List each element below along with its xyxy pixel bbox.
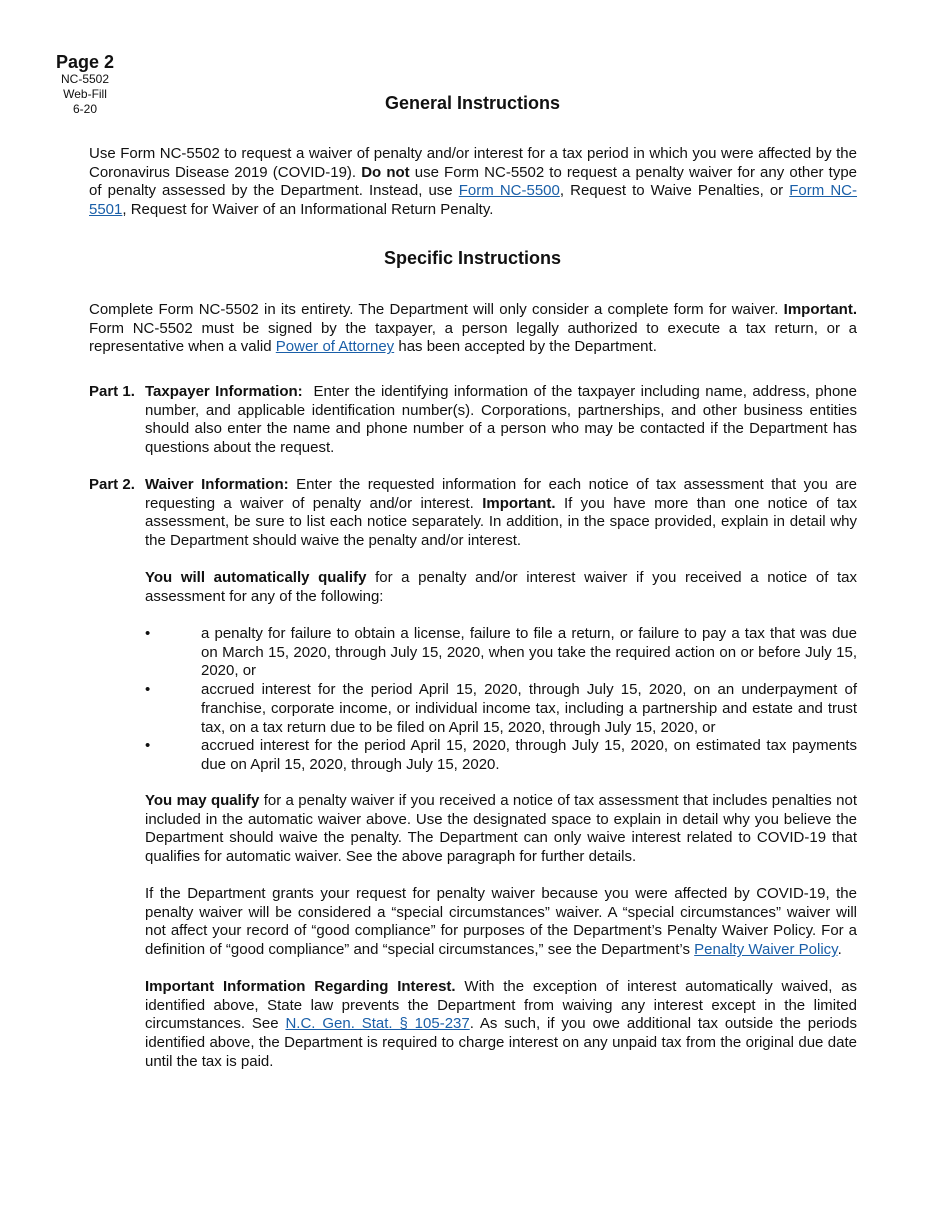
may-qualify-paragraph: You may qualify for a penalty waiver if you received a notice of tax assessment that includes penalties not included in the automatic waiver above. Use the designated space to explain in detail why you believe the Department should waive the penalty. The Department can only waive interest related to COVID-19 that qualifies for automatic waiver. See the above paragraph for further details. [145,792,857,866]
list-item: • accrued interest for the period April 15, 2020, through July 15, 2020, on estimated tax payments due on April 15, 2020, through July 15, 2020. [145,737,857,773]
special-circumstances-paragraph: If the Department grants your request for penalty waiver because you were affected by COVID-19, the penalty waiver will be considered a “special circumstances” waiver. A “special circumstances” waiver will not affect your record of “good compliance” for purposes of the Department’s Penalty Waiver Policy. For a definition of “good compliance” and “special circumstances,” see the Department’s Penalty Waiver Policy. [145,885,857,959]
bullet-icon: • [145,681,151,699]
form-nc-5500-link[interactable]: Form NC-5500 [458,182,560,200]
list-item: • a penalty for failure to obtain a license, failure to file a return, or failure to pay a tax that was due on March 15, 2020, through July 15, 2020, when you take the required action on or before July 15, 2020, or [145,625,857,680]
form-revision: 6-20 [72,102,98,116]
part-2-label: Part 2. [89,476,135,493]
part-1-label: Part 1. [89,383,135,400]
interest-information-paragraph: Important Information Regarding Interest. With the exception of interest automatically waived, as identified above, State law prevents the Department from waiving any interest except in the limited circumstances. See N.C. Gen. Stat. § 105-237. As such, if you owe additional tax outside the periods identified above, the Department is required to charge interest on any unpaid tax from the original due date until the tax is paid. [145,978,858,1070]
form-id: NC-5502 [60,72,110,86]
form-version: Web-Fill [63,87,107,101]
general-instructions-heading: General Instructions [384,93,561,113]
form-nc-5501-link[interactable]: Form NC-5501 [89,182,858,219]
bullet-icon: • [145,625,151,642]
penalty-waiver-policy-link[interactable]: Penalty Waiver Policy [694,941,838,959]
part-2-heading: Waiver Information: [145,476,289,493]
page-number: Page 2 [55,52,115,72]
automatic-qualify-list [145,625,857,775]
part-1-text: Enter the identifying information of the taxpayer including name, address, phone number, and applicable identification number(s). Corporations, partnerships, and other business entities should also enter the name and phone number of a person who may be contacted if the Department has questions about the request. [145,383,857,457]
automatic-qualify-paragraph: You will automatically qualify for a penalty and/or interest waiver if you received a notice of tax assessment for any of the following: [145,569,857,605]
part-1-instructions [89,383,857,458]
part-2-instructions: Part 2. Waiver Information: Enter the requested information for each notice of tax assessment that you are requesting a waiver of penalty and/or interest. Important. If you have more than one notice of tax assessment, be sure to list each notice separately. In addition, in the space provided, explain in detail why the Department should waive the penalty and/or interest. [89,476,857,550]
list-item: • accrued interest for the period April 15, 2020, through July 15, 2020, on an underpayment of franchise, corporate income, or individual income tax, including a partnership and estate and trust tax, on a tax return due to be filed on April 15, 2020, through July 15, 2020, or [145,681,857,736]
power-of-attorney-link[interactable]: Power of Attorney [275,338,395,356]
bullet-icon: • [145,737,151,755]
part-1-heading: Taxpayer Information: [145,383,303,400]
general-instructions-paragraph: Use Form NC-5502 to request a waiver of penalty and/or interest for a tax period in which you were affected by the Coronavirus Disease 2019 (COVID-19). Do not use Form NC-5502 to request a penalty waiver for any other type of penalty assessed by the Department. Instead, use Form NC-5500, Request to Waive Penalties, or Form NC-5501, Request for Waiver of an Informational Return Penalty. [89,145,858,219]
specific-instructions-paragraph: Complete Form NC-5502 in its entirety. The Department will only consider a complete form for waiver. Important. Form NC-5502 must be signed by the taxpayer, a person legally authorized to execute a tax return, or a representative when a valid Power of Attorney has been accepted by the Department. [89,301,857,356]
specific-instructions-heading: Specific Instructions [383,248,562,268]
nc-gen-stat-link[interactable]: N.C. Gen. Stat. § 105-237 [285,1015,470,1033]
